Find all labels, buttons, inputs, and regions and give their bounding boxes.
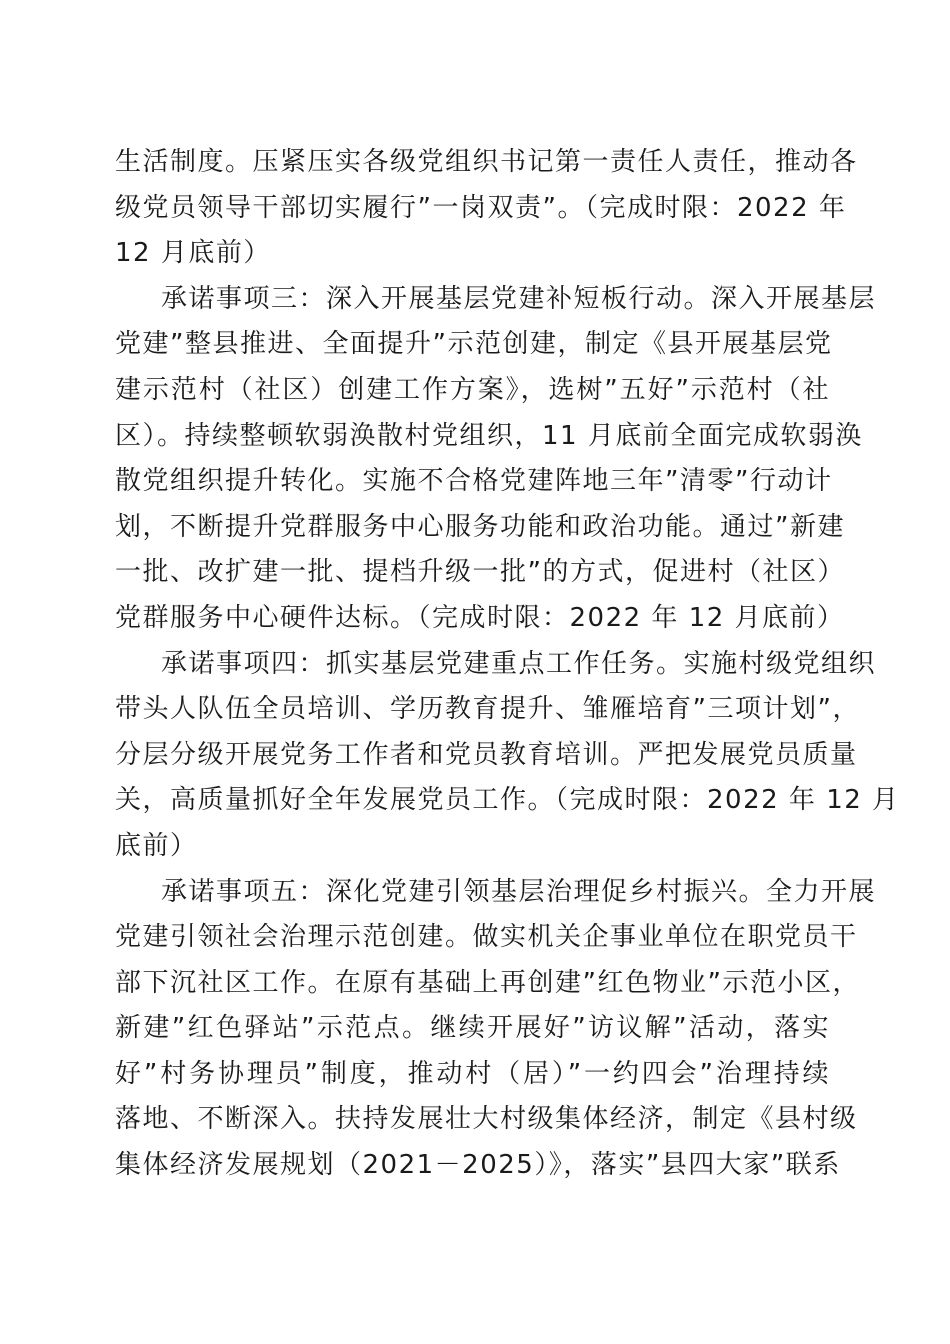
- text-line: 生活制度。压紧压实各级党组织书记第一责任人责任，推动各: [115, 147, 858, 177]
- text-line: 党建”整县推进、全面提升”示范创建，制定《县开展基层党: [115, 329, 833, 360]
- text-line: 集体经济发展规划（2021－2025）》，落实”县四大家”联系: [115, 1150, 841, 1181]
- text-line: 承诺事项四：抓实基层党建重点工作任务。实施村级党组织: [161, 648, 877, 679]
- text-line: 散党组织提升转化。实施不合格党建阵地三年”清零”行动计: [115, 466, 833, 497]
- text-line: 划，不断提升党群服务中心服务功能和政治功能。通过”新建: [115, 511, 845, 542]
- text-line: 新建”红色驿站”示范点。继续开展好”访议解”活动，落实: [115, 1013, 830, 1044]
- text-line: 底前）: [115, 830, 198, 861]
- text-line: 好”村务协理员”制度，推动村（居）”一约四会”治理持续: [115, 1058, 830, 1089]
- text-line: 关，高质量抓好全年发展党员工作。（完成时限：2022 年 12 月: [115, 785, 900, 816]
- text-line: 承诺事项三：深入开展基层党建补短板行动。深入开展基层: [161, 283, 877, 314]
- text-line: 12 月底前）: [115, 238, 271, 269]
- text-line: 分层分级开展党务工作者和党员教育培训。严把发展党员质量: [115, 739, 858, 770]
- text-line: 承诺事项五：深化党建引领基层治理促乡村振兴。全力开展: [161, 876, 877, 907]
- text-line: 落地、不断深入。扶持发展壮大村级集体经济，制定《县村级: [115, 1104, 858, 1135]
- text-line: 区）。持续整顿软弱涣散村党组织，11 月底前全面完成软弱涣: [115, 420, 863, 451]
- text-line: 带头人队伍全员培训、学历教育提升、雏雁培育”三项计划”，: [115, 694, 860, 725]
- text-line: 党建引领社会治理示范创建。做实机关企事业单位在职党员干: [115, 922, 858, 953]
- text-line: 党群服务中心硬件达标。（完成时限：2022 年 12 月底前）: [115, 602, 845, 633]
- text-line: 部下沉社区工作。在原有基础上再创建”红色物业”示范小区，: [115, 967, 860, 998]
- document-body: [115, 140, 900, 1189]
- text-line: 级党员领导干部切实履行”一岗双责”。（完成时限：2022 年: [115, 192, 847, 223]
- text-line: 一批、改扩建一批、提档升级一批”的方式，促进村（社区）: [115, 557, 845, 588]
- text-line: 建示范村（社区）创建工作方案》，选树”五好”示范村（社: [115, 374, 830, 405]
